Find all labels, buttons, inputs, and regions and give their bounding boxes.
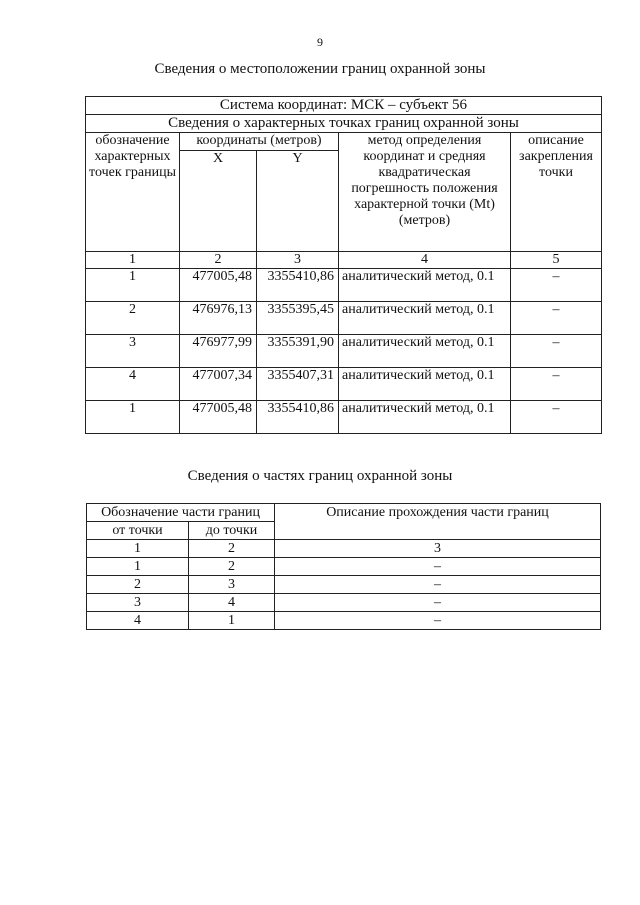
method-cell: аналитический метод, 0.1 xyxy=(339,335,511,368)
y-cell: 3355391,90 xyxy=(257,335,339,368)
method-cell: аналитический метод, 0.1 xyxy=(339,368,511,401)
y-cell: 3355410,86 xyxy=(257,269,339,302)
points-table xyxy=(85,96,602,434)
header-description: описание закрепления точки xyxy=(511,133,602,252)
table-row xyxy=(87,558,601,576)
x-cell: 477005,48 xyxy=(180,401,257,434)
header-y: Y xyxy=(257,151,339,252)
section-title-location: Сведения о местоположении границ охранной зоны xyxy=(154,61,486,77)
table-row xyxy=(86,269,602,302)
header-point-designation: обозначение характерных точек границы xyxy=(86,133,180,252)
header-coordinates: координаты (метров) xyxy=(180,133,339,151)
to-cell: 4 xyxy=(189,594,275,612)
table-row xyxy=(86,302,602,335)
point-cell: 4 xyxy=(86,368,180,401)
table-row xyxy=(87,612,601,630)
x-cell: 476976,13 xyxy=(180,302,257,335)
method-cell: аналитический метод, 0.1 xyxy=(339,401,511,434)
method-cell: аналитический метод, 0.1 xyxy=(339,269,511,302)
desc-cell: – xyxy=(511,269,602,302)
to-cell: 3 xyxy=(189,576,275,594)
col-number: 2 xyxy=(189,540,275,558)
table-row xyxy=(86,368,602,401)
table-row xyxy=(86,401,602,434)
desc-cell: – xyxy=(275,558,601,576)
parts-table xyxy=(86,503,601,630)
point-cell: 1 xyxy=(86,269,180,302)
method-cell: аналитический метод, 0.1 xyxy=(339,302,511,335)
y-cell: 3355407,31 xyxy=(257,368,339,401)
header-x: X xyxy=(180,151,257,252)
col-number: 1 xyxy=(87,540,189,558)
x-cell: 477005,48 xyxy=(180,269,257,302)
y-cell: 3355410,86 xyxy=(257,401,339,434)
from-cell: 4 xyxy=(87,612,189,630)
y-cell: 3355395,45 xyxy=(257,302,339,335)
col-number: 1 xyxy=(86,252,180,269)
table-row xyxy=(87,576,601,594)
x-cell: 477007,34 xyxy=(180,368,257,401)
table-subtitle-cell: Сведения о характерных точках границ охранной зоны xyxy=(86,115,602,133)
coordinate-system-cell: Система координат: МСК – субъект 56 xyxy=(86,97,602,115)
desc-cell: – xyxy=(275,612,601,630)
page-number: 9 xyxy=(317,35,323,49)
point-cell: 2 xyxy=(86,302,180,335)
from-cell: 1 xyxy=(87,558,189,576)
x-cell: 476977,99 xyxy=(180,335,257,368)
header-part-designation: Обозначение части границ xyxy=(87,504,275,522)
desc-cell: – xyxy=(511,302,602,335)
header-to-point: до точки xyxy=(189,522,275,540)
desc-cell: – xyxy=(275,576,601,594)
col-number: 3 xyxy=(275,540,601,558)
table-row xyxy=(86,335,602,368)
col-number: 2 xyxy=(180,252,257,269)
desc-cell: – xyxy=(511,401,602,434)
section-title-parts: Сведения о частях границ охранной зоны xyxy=(187,468,453,484)
point-cell: 3 xyxy=(86,335,180,368)
header-from-point: от точки xyxy=(87,522,189,540)
header-part-description: Описание прохождения части границ xyxy=(275,504,601,540)
col-number: 4 xyxy=(339,252,511,269)
desc-cell: – xyxy=(511,368,602,401)
point-cell: 1 xyxy=(86,401,180,434)
col-number: 3 xyxy=(257,252,339,269)
header-method: метод определения координат и средняя квадратическая погрешность положения характерной точки (Mt) (метров) xyxy=(339,133,511,252)
desc-cell: – xyxy=(275,594,601,612)
table-row xyxy=(87,594,601,612)
from-cell: 3 xyxy=(87,594,189,612)
from-cell: 2 xyxy=(87,576,189,594)
to-cell: 1 xyxy=(189,612,275,630)
col-number: 5 xyxy=(511,252,602,269)
to-cell: 2 xyxy=(189,558,275,576)
desc-cell: – xyxy=(511,335,602,368)
